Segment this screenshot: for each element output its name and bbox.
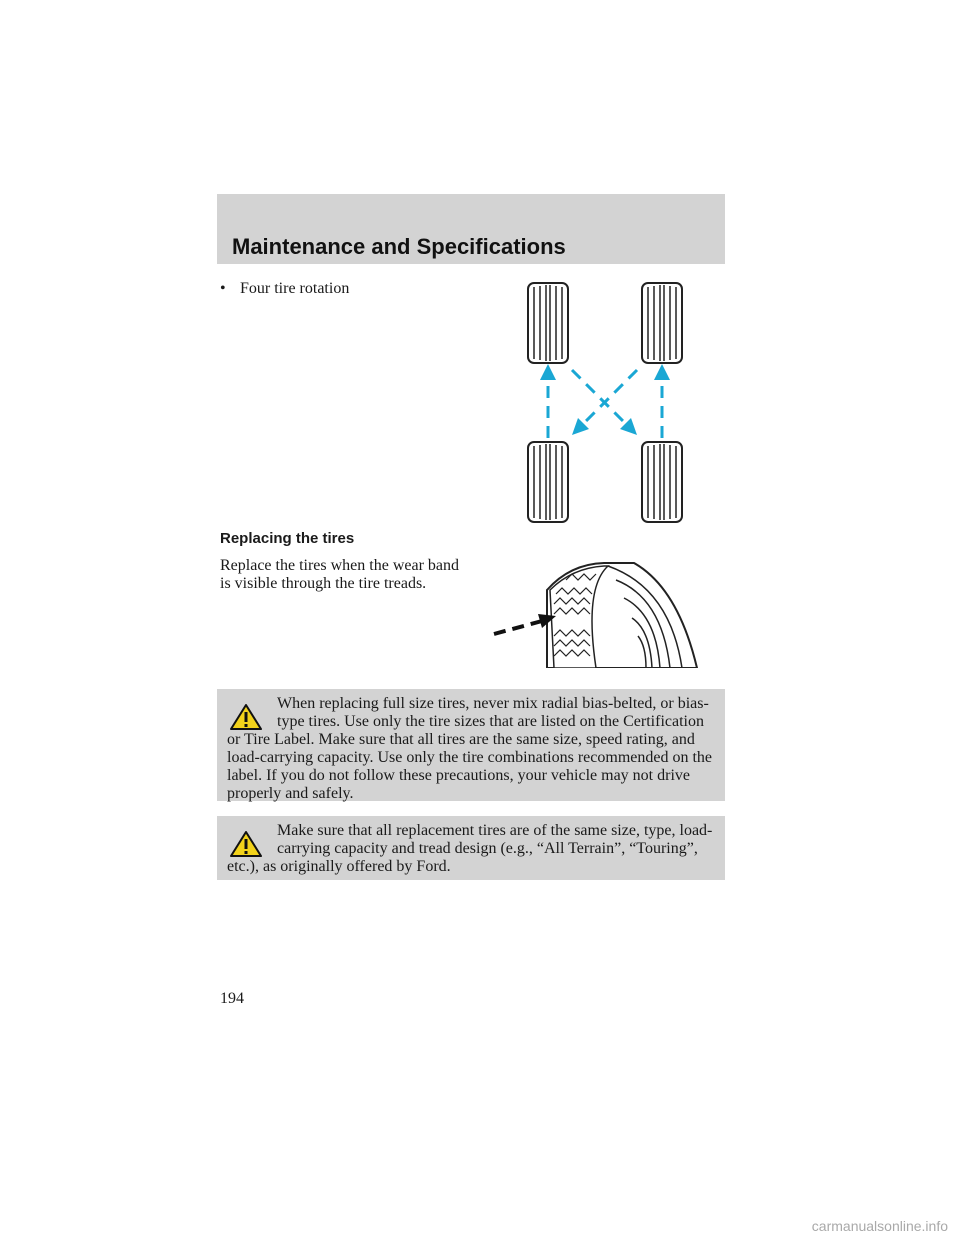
rear-left-tire (528, 442, 568, 522)
right-up-arrow (654, 364, 670, 438)
warning-box-tire-mixing (217, 689, 725, 801)
page-number: 194 (220, 990, 244, 1007)
rear-right-tire (642, 442, 682, 522)
warning-text-tire-mixing: When replacing full size tires, never mix radial bias-belted, or bias-type tires. Use only the tire sizes that are listed on the Certification or Tire Label. Make sure that all tires are the same size, speed rating, and load-carrying capacity. Use only the tire combinations recommended on the label. If you do not follow these precautions, your vehicle may not drive properly and safely. (227, 695, 713, 802)
tire-wear-band-diagram (492, 558, 702, 668)
section-header (217, 194, 725, 264)
rotation-bullet-item (220, 280, 349, 298)
footer-watermark: carmanualsonline.info (811, 1218, 948, 1234)
front-right-tire (642, 283, 682, 363)
warning-triangle-icon (227, 695, 277, 731)
warning-box-replacement-tires (217, 816, 725, 880)
four-tire-rotation-diagram (520, 278, 700, 526)
warning-triangle-icon (227, 822, 277, 858)
warning-text-replacement-tires: Make sure that all replacement tires are of the same size, type, load-carrying capacity and tread design (e.g., “All Terrain”, “Touring”, etc.), as originally offered by Ford. (227, 822, 713, 875)
section-title: Maintenance and Specifications (232, 234, 566, 259)
bullet-dot: • (220, 280, 226, 297)
left-up-arrow (540, 364, 556, 438)
replacing-body: Replace the tires when the wear band is visible through the tire treads. (220, 557, 460, 592)
replacing-heading: Replacing the tires (220, 530, 355, 547)
front-left-tire (528, 283, 568, 363)
rotation-label: Four tire rotation (240, 280, 350, 297)
